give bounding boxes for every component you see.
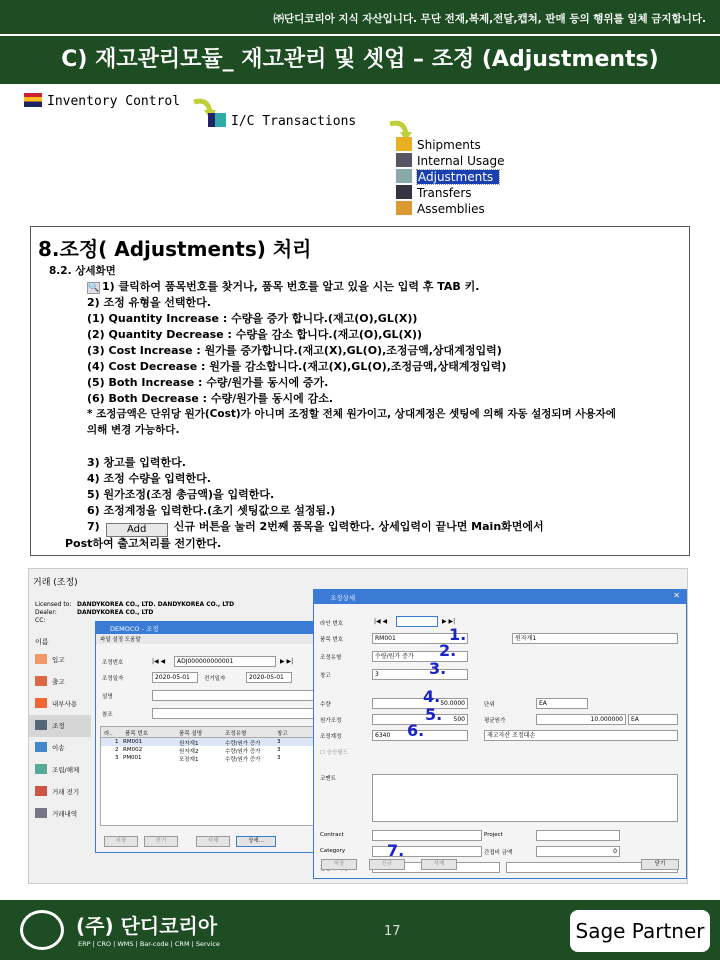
field-label: 조정유형 [320,655,342,661]
search-icon: 🔍 [88,283,100,293]
transfers-icon [396,185,412,199]
cell: PM001 [123,755,142,761]
tree-item-internal-usage[interactable] [396,153,504,169]
field-label: 참조 [102,712,113,718]
detail-titlebar [314,590,686,604]
section-heading: 8.조정( Adjustments) 처리 [38,237,312,261]
table-row[interactable] [101,746,321,754]
nav-item-assemblies[interactable] [29,759,91,781]
tree-item-assemblies[interactable] [396,201,504,217]
nav-item-post[interactable] [29,781,91,803]
nav-icon [35,786,47,796]
adjustment-type-select[interactable]: 수량/원가 증가 [372,651,468,662]
detail-title: 조정상세 [330,594,356,602]
cell: 원자재1 [179,741,199,747]
nav-icon [35,698,47,708]
nav-first-prev[interactable]: |◀ ◀ [152,658,166,665]
copyright-notice: ㈜단디코리아 지식 자산입니다. 무단 전재,복제,전달,캡쳐, 판매 등의 행위를 일체 금지합니다. [0,0,720,34]
field-label: 창고 [320,673,331,679]
nav-label: 거래 전기 [52,788,80,796]
field-label: 조정번호 [102,660,124,666]
nav-item-receipts[interactable] [29,649,91,671]
cell: 1 [115,739,119,745]
overhead-amount-field[interactable]: 0 [536,846,620,857]
line-number-field[interactable] [396,616,438,627]
cell: RM002 [123,747,143,753]
footer [0,900,720,960]
scale-icon [396,169,412,183]
nav-next-last[interactable]: ▶ ▶| [280,658,294,665]
average-cost-unit: EA [628,714,678,725]
grid-header: 품목 번호 [125,731,149,737]
field-label: 수량 [320,702,331,708]
nav-label: 입고 [52,656,65,664]
license-value: DANDYKOREA CO., LTD. DANDYKOREA CO., LTD [77,601,235,608]
tree-item-shipments[interactable] [396,137,504,153]
instruction-line: 의해 변경 가능하다. [87,424,180,436]
average-cost-field: 10.000000 [536,714,626,725]
step-marker-5: 5. [425,705,443,724]
field-label: 설명 [102,694,113,700]
field-label: 코멘트 [320,776,336,782]
democo-window [95,621,325,853]
shipments-icon [396,137,412,151]
reference-field[interactable] [152,708,322,719]
detail-save-button[interactable]: 저장 [321,859,357,870]
field-label: 간접비 금액 [484,850,513,856]
cell: RM001 [123,739,143,745]
contract-field[interactable] [372,830,482,841]
license-label: CC: [35,617,46,624]
democo-title: DEMOCO - 조정 [96,622,324,634]
nav-icon [35,808,47,818]
detail-delete-button[interactable]: 삭제 [421,859,457,870]
step-marker-2: 2. [439,641,457,660]
post-button[interactable]: 전기 [144,836,178,847]
line-text: 1) 클릭하여 품목번호를 찾거나, 품목 번호를 알고 있을 시는 입력 후 TAB 키. [102,280,480,293]
license-label: Licensed to: [35,601,72,608]
step-marker-1: 1. [449,625,467,644]
tree-item-transfers[interactable] [396,185,504,201]
account-description-field: 재고자산 조정대손 [484,730,678,741]
cell: 원자재2 [179,749,199,755]
instruction-line: 6) 조정계정을 입력한다.(초기 셋팅값으로 설정됨.) [87,504,336,517]
license-label: Dealer: [35,609,57,616]
tree-root-label: Inventory Control [47,94,181,109]
comment-textarea[interactable] [372,774,678,822]
cell: 2 [115,747,119,753]
instruction-line: * 조정금액은 단위당 원가(Cost)가 아니며 조정할 전체 원가이고, 상대계정은 셋팅에 의해 자동 설정되며 사용자에 [87,408,616,420]
page-title: C) 재고관리모듈_ 재고관리 및 셋업 – 조정 (Adjustments) [0,36,720,84]
nav-label: 출고 [52,678,65,686]
post-date-field[interactable]: 2020-05-01 [246,672,292,683]
item-description-field: 원자재1 [512,633,678,644]
nav-icon [35,720,47,730]
nav-item-shipments[interactable] [29,671,91,693]
nav-label: 조정 [52,722,65,730]
tree-item-adjustments[interactable] [396,169,504,185]
grid-header: 라.. [104,731,113,737]
cell: 3 [115,755,119,761]
instruction-line: Post하여 출고처리를 전기한다. [65,537,222,550]
company-name: (주) 단디코리아 [76,914,218,938]
nav-icon [35,764,47,774]
nav-label: 조립/해체 [52,766,80,774]
window-title: 거래 (조정) [33,578,78,588]
nav-item-adjustments[interactable] [29,715,91,737]
warehouse-field[interactable]: 3 [372,669,468,680]
step-marker-4: 4. [423,687,441,706]
nav-item-history[interactable] [29,803,91,825]
license-labels [35,601,71,625]
add-button-image: Add [106,523,168,537]
tree-root[interactable] [24,93,180,109]
instruction-line: (1) Quantity Increase : 수량을 증가 합니다.(재고(O),GL(X)) [87,312,418,325]
item-label: Shipments [417,138,481,152]
item-label: Adjustments [417,170,499,184]
section-subheading: 8.2. 상세화면 [49,265,116,277]
table-row[interactable] [101,754,321,762]
cell: 수량/원가 증가 [225,757,261,763]
adjustment-date-field[interactable]: 2020-05-01 [152,672,198,683]
field-label: 원가조정 [320,718,342,724]
nav-item-internal-usage[interactable] [29,693,91,715]
unit-field[interactable]: EA [536,698,588,709]
instruction-line: (4) Cost Decrease : 원가를 감소합니다.(재고(X),GL(O),조정금액,상태계정입력) [87,360,507,373]
quantity-field[interactable]: 50.0000 [372,698,468,709]
cell: 3 [277,739,281,745]
nav-header: 이름 [35,638,49,646]
field-label: 전기일자 [204,676,226,682]
nav-label: 내부사용 [52,700,78,708]
cell: 수량/원가 증가 [225,741,261,747]
detail-grid[interactable] [100,726,322,826]
tree-child[interactable] [208,113,356,129]
company-logo-icon [20,910,64,950]
license-value: DANDYKOREA CO., LTD [77,609,154,616]
new-button[interactable]: 신규 [369,859,405,870]
field-label: 조정계정 [320,734,342,740]
adjustment-number-field[interactable]: ADJ000000000001 [174,656,276,667]
instruction-line: (5) Both Increase : 수량/원가를 동시에 증가. [87,376,329,389]
instruction-line: (3) Cost Increase : 원가를 증가합니다.(재고(X),GL(O),조정금액,상대계정입력) [87,344,502,357]
delete-button[interactable]: 삭제 [196,836,230,847]
checkbox-label: 승산필드 [326,750,348,756]
nav-icon [35,654,47,664]
item-number-field[interactable]: RM001 [372,633,468,644]
description-field[interactable] [152,690,322,701]
app-screenshot [28,568,688,884]
instruction-line [87,278,479,294]
detail-close-button[interactable]: 닫기 [641,859,679,870]
detail-button[interactable]: 상세... [236,836,276,847]
table-row[interactable] [101,738,321,746]
nav-label: 이송 [52,744,65,752]
internal-usage-icon [396,153,412,167]
nav-list [29,649,91,825]
nav-icon [35,676,47,686]
grid-header: 품목 설명 [179,731,203,737]
company-tagline: ERP | CRO | WMS | Bar-code | CRM | Service [78,940,220,948]
field-label: Contract [320,832,344,838]
field-label: Category [320,848,346,854]
field-label: 라인 번호 [320,621,344,627]
cell: 포장재1 [179,757,199,763]
transaction-list [396,137,504,217]
close-icon[interactable]: ✕ [673,591,680,600]
step-marker-6: 6. [407,721,425,740]
step-marker-3: 3. [429,659,447,678]
cost-adjustment-field[interactable]: 500 [372,714,468,725]
nav-label: 거래내역 [52,810,78,818]
item-label: Transfers [417,186,472,200]
instruction-line: 5) 원가조정(조정 총금액)을 입력한다. [87,488,275,501]
page-number: 17 [384,924,401,939]
field-label: 조정일자 [102,676,124,682]
nav-icon [35,742,47,752]
grid-header: 조정유형 [225,731,247,737]
tree-child-label: I/C Transactions [231,114,357,129]
sage-partner-logo: Sage Partner [570,910,710,952]
project-field[interactable] [536,830,620,841]
nav-item-transfers[interactable] [29,737,91,759]
field-label: 단위 [484,702,495,708]
save-button[interactable]: 저장 [104,836,138,847]
license-values [77,601,234,617]
adjustment-account-field[interactable]: 6340 [372,730,468,741]
optional-fields-checkbox[interactable]: ☐ 승산필드 [320,750,348,756]
line-text: 신규 버튼을 눌러 2번째 품목을 입력한다. 상세입력이 끝나면 Main화면에서 [173,520,544,533]
field-label: 품목 번호 [320,637,344,643]
instruction-line: (6) Both Decrease : 수량/원가를 동시에 감소. [87,392,333,405]
adjustment-detail-window [313,589,687,879]
instruction-line: (2) Quantity Decrease : 수량을 감소 합니다.(재고(O),GL(X)) [87,328,423,341]
line-nav-next[interactable]: ▶ ▶| [442,618,456,625]
assemblies-icon [396,201,412,215]
line-nav-prev[interactable]: |◀ ◀ [374,618,388,625]
step-marker-7: 7. [387,841,405,860]
grid-header: 창고 [277,731,288,737]
cell: 3 [277,747,281,753]
line-number: 7) [87,520,100,533]
item-label: Internal Usage [417,154,505,168]
instruction-line: 2) 조정 유형을 선택한다. [87,296,211,309]
instruction-line: 3) 창고를 입력한다. [87,456,186,469]
inventory-icon [24,93,42,107]
field-label: Project [484,832,503,838]
transactions-icon [208,113,226,127]
cell: 3 [277,755,281,761]
democo-menu[interactable]: 파일 설정 도움말 [96,634,324,644]
instruction-line: 4) 조정 수량을 입력한다. [87,472,211,485]
field-label: 평균원가 [484,718,506,724]
cell: 수량/원가 증가 [225,749,261,755]
instruction-box [30,226,690,556]
item-label: Assemblies [417,202,485,216]
